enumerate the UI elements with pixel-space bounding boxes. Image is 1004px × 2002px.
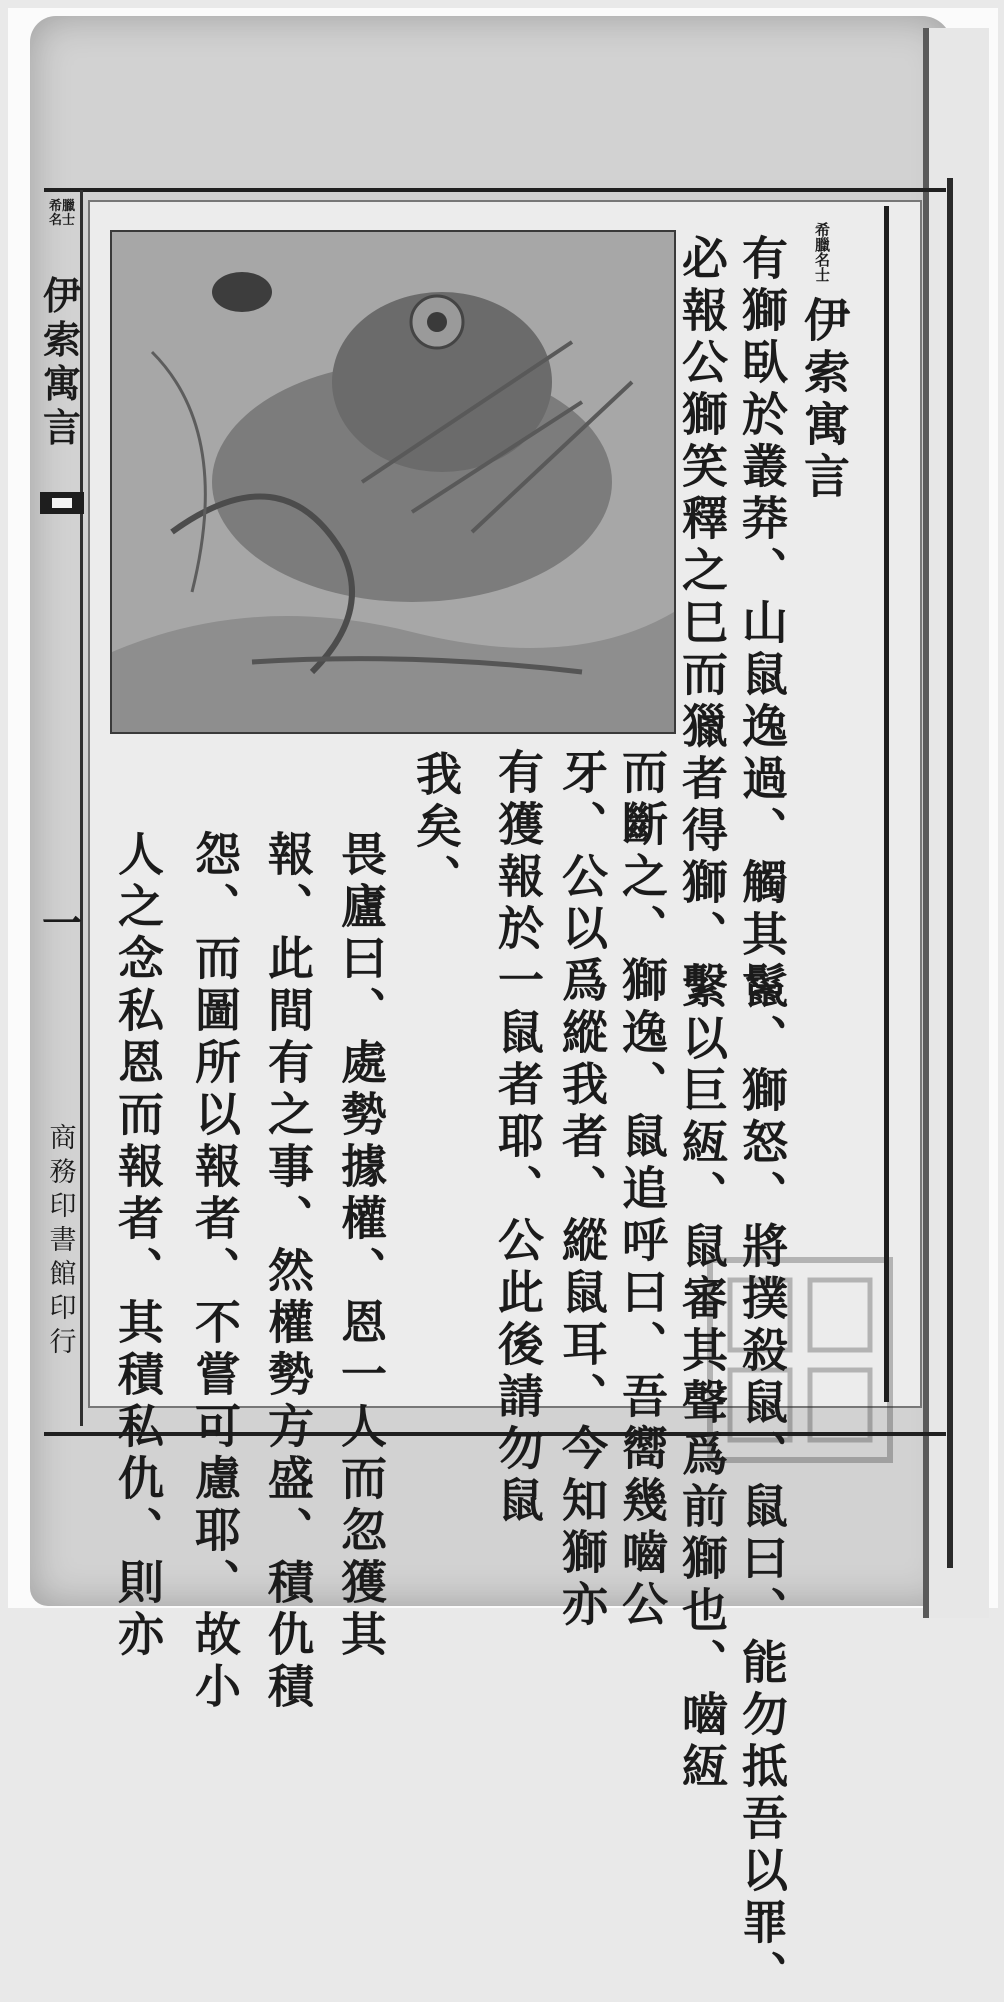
story-title: 伊索寓言 [797, 296, 851, 504]
commentary-column: 怨、而圖所以報者、不嘗可慮耶、故小 [188, 830, 242, 1714]
commentary-column: 報、此間有之事、然權勢方盛、積仇積 [261, 830, 315, 1714]
illustration-drawing [112, 232, 674, 732]
side-title: 伊索寓言 [42, 273, 81, 450]
text-column: 有獅臥於叢莽、山鼠逸過、觸其鬣、獅怒、將撲殺鼠、鼠曰、能勿抵吾以罪、 [735, 234, 789, 2002]
publisher-imprint: 商務印書館印行 [49, 1123, 77, 1358]
page-number: 一 [42, 900, 82, 947]
text-column: 牙、公以爲縱我者、縱鼠耳、今知獅亦 [555, 748, 609, 1632]
commentary-column: 畏廬曰、處勢據權、恩一人而忽獲其 [334, 830, 388, 1662]
center-column [40, 192, 84, 1424]
text-column: 而斷之、獅逸、鼠追呼曰、吾嚮幾嚙公 [615, 748, 669, 1632]
library-seal [700, 1250, 900, 1470]
text-column: 有獲報於一鼠者耶、公此後請勿鼠 [491, 748, 545, 1528]
text-column: 我矣、 [409, 750, 463, 906]
commentary-column: 人之念私恩而報者、其積私仇、則亦 [111, 830, 165, 1662]
panel-rule [884, 206, 889, 1402]
text-column: 必報公獅笑釋之巳而獵者得獅、繫以巨絚、鼠審其聲爲前獅也、嚙絚 [675, 234, 729, 1794]
lion-and-mouse-illustration [110, 230, 676, 734]
side-label: 希臘名士 [48, 199, 75, 228]
fishtail-mark [40, 492, 84, 514]
section-label: 希臘名士 [813, 222, 831, 282]
